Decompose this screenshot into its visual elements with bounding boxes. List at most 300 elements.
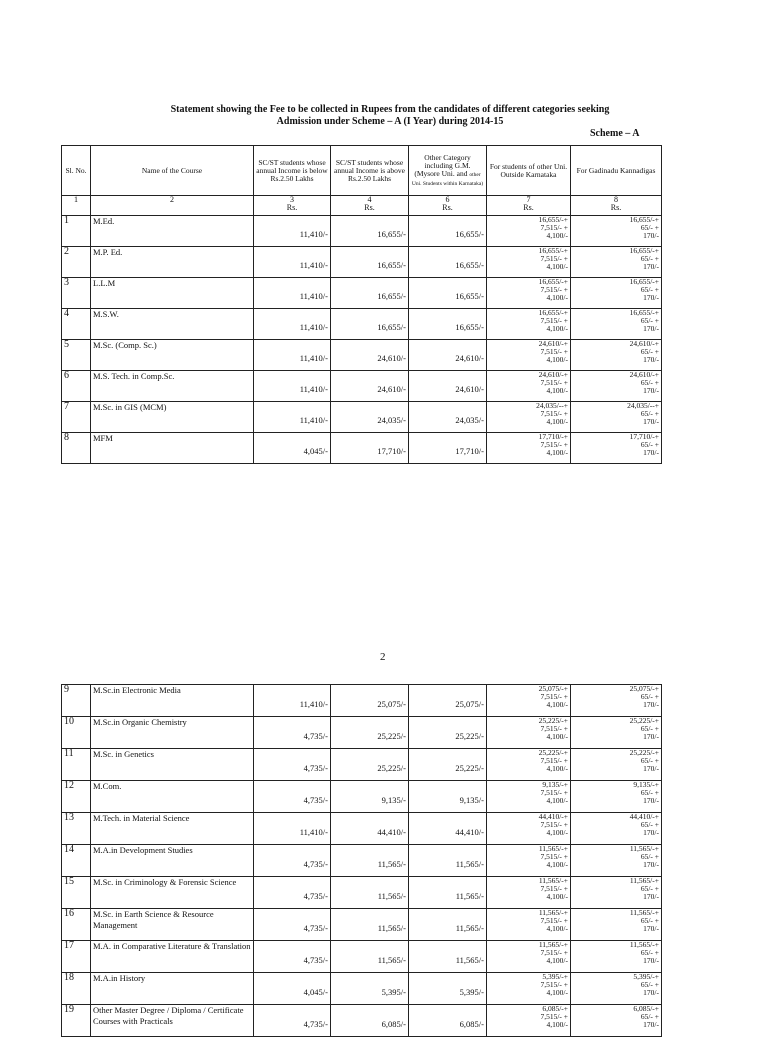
fee-scst-below: 11,410/- [254,309,331,340]
fee-scst-below: 4,735/- [254,909,331,941]
fee-outside-karnataka [487,877,571,909]
serial-number: 7 [62,402,91,433]
fee-component: 170/- [643,354,659,364]
fee-component: 16,655/-+ [538,277,568,286]
fee-gadinadu [571,278,662,309]
fee-component: 170/- [643,323,659,333]
fee-scst-below: 4,735/- [254,845,331,877]
fee-other-category: 11,565/- [409,845,487,877]
fee-component: 25,225/-+ [629,748,659,757]
serial-number: 5 [62,340,91,371]
fee-outside-karnataka [487,402,571,433]
fee-component: 4,100/- [546,323,568,333]
fee-component: 170/- [643,763,659,773]
fee-component: 7,515/- + [540,315,568,325]
fee-scst-below: 4,735/- [254,717,331,749]
fee-gadinadu [571,247,662,278]
fee-other-category: 16,655/- [409,216,487,247]
fee-scst-below: 4,735/- [254,781,331,813]
column-index-unit: Rs. [610,202,622,212]
fee-component: 7,515/- + [540,284,568,294]
fee-component: 25,225/-+ [629,716,659,725]
fee-component: 170/- [643,385,659,395]
fee-component: 11,565/-+ [629,876,659,885]
fee-component: 4,100/- [546,923,568,933]
header-other-category-note: other Uni. Students within Karnataka) [411,171,484,187]
fee-gadinadu [571,877,662,909]
fee-other-category: 11,565/- [409,941,487,973]
fee-component: 65/- + [640,253,659,263]
fee-component: 4,100/- [546,987,568,997]
header-sl-no: Sl. No. [62,146,91,196]
fee-component: 4,100/- [546,859,568,869]
fee-component: 7,515/- + [540,346,568,356]
column-index-number: 4 [367,195,372,204]
header-course-name: Name of the Course [91,146,254,196]
fee-component: 170/- [643,261,659,271]
fee-component: 44,410/-+ [538,812,568,821]
fee-component: 4,100/- [546,795,568,805]
header-scst-below: SC/ST students whose annual Income is below Rs.2.50 Lakhs [254,146,331,196]
course-name: M.Sc.in Organic Chemistry [91,717,254,749]
column-index-number: 7 [526,195,531,204]
document-title-line-1: Statement showing the Fee to be collected in Rupees from the candidates of different categories seeking [170,104,610,115]
fee-scst-above: 16,655/- [331,309,409,340]
table-row [62,845,662,877]
fee-component: 65/- + [640,851,659,861]
fee-component: 65/- + [640,787,659,797]
fee-component: 16,655/-+ [538,215,568,224]
serial-number: 8 [62,433,91,464]
table-row [62,340,662,371]
fee-scst-below: 4,735/- [254,941,331,973]
fee-scst-below: 11,410/- [254,685,331,717]
fee-outside-karnataka [487,278,571,309]
fee-component: 65/- + [640,284,659,294]
header-other-category-main: Other Category including G.M. (Mysore Uni. and [414,152,471,178]
fee-component: 7,515/- + [540,723,568,733]
fee-outside-karnataka [487,781,571,813]
fee-component: 7,515/- + [540,439,568,449]
fee-scst-below: 4,735/- [254,877,331,909]
fee-component: 24,610/-+ [629,339,659,348]
header-scst-above: SC/ST students whose annual Income is above Rs.2.50 Lakhs [331,146,409,196]
fee-outside-karnataka [487,247,571,278]
column-index-cell [254,196,331,216]
fee-component: 65/- + [640,883,659,893]
fee-other-category: 24,610/- [409,340,487,371]
fee-component: 7,515/- + [540,1011,568,1021]
fee-gadinadu [571,340,662,371]
table-row [62,813,662,845]
fee-gadinadu [571,216,662,247]
table-header-row [62,146,662,196]
header-gadinadu: For Gadinadu Kannadigas [571,146,662,196]
serial-number: 13 [62,813,91,845]
table-row [62,1005,662,1037]
fee-component: 7,515/- + [540,883,568,893]
column-index-row [62,196,662,216]
column-index-number: 1 [74,195,78,204]
fee-component: 11,565/-+ [538,876,568,885]
fee-scst-below: 4,045/- [254,433,331,464]
table-row [62,685,662,717]
fee-gadinadu [571,973,662,1005]
fee-component: 4,100/- [546,261,568,271]
table-row [62,941,662,973]
fee-other-category: 16,655/- [409,247,487,278]
course-name: M.Sc. (Comp. Sc.) [91,340,254,371]
fee-other-category: 11,565/- [409,877,487,909]
fee-component: 170/- [643,699,659,709]
scheme-label: Scheme – A [590,128,640,139]
fee-outside-karnataka [487,973,571,1005]
fee-gadinadu [571,813,662,845]
fee-scst-below: 4,735/- [254,749,331,781]
fee-component: 4,100/- [546,827,568,837]
column-index-cell [91,196,254,216]
fee-scst-below: 4,735/- [254,1005,331,1037]
course-name: Other Master Degree / Diploma / Certificate Courses with Practicals [91,1005,254,1037]
serial-number: 14 [62,845,91,877]
table-row [62,973,662,1005]
fee-scst-above: 9,135/- [331,781,409,813]
column-index-unit: Rs. [364,202,375,212]
fee-component: 16,655/-+ [629,246,659,255]
table-row [62,371,662,402]
fee-gadinadu [571,1005,662,1037]
fee-component: 25,225/-+ [538,748,568,757]
fee-component: 7,515/- + [540,851,568,861]
fee-scst-below: 11,410/- [254,340,331,371]
fee-gadinadu [571,845,662,877]
fee-component: 7,515/- + [540,787,568,797]
serial-number: 16 [62,909,91,941]
fee-component: 24,035/--+ [627,401,659,410]
serial-number: 9 [62,685,91,717]
course-name: M.S. Tech. in Comp.Sc. [91,371,254,402]
serial-number: 12 [62,781,91,813]
table-row [62,402,662,433]
fee-component: 7,515/- + [540,979,568,989]
serial-number: 10 [62,717,91,749]
fee-scst-below: 11,410/- [254,247,331,278]
fee-other-category: 25,225/- [409,749,487,781]
serial-number: 6 [62,371,91,402]
course-name: M.Sc. in Criminology & Forensic Science [91,877,254,909]
serial-number: 2 [62,247,91,278]
fee-component: 4,100/- [546,891,568,901]
fee-component: 4,100/- [546,292,568,302]
fee-scst-above: 16,655/- [331,278,409,309]
page-number: 2 [380,651,386,663]
fee-component: 170/- [643,859,659,869]
fee-component: 65/- + [640,377,659,387]
fee-component: 65/- + [640,346,659,356]
fee-gadinadu [571,402,662,433]
fee-scst-above: 11,565/- [331,845,409,877]
fee-component: 24,610/-+ [538,370,568,379]
fee-outside-karnataka [487,845,571,877]
fee-component: 65/- + [640,723,659,733]
fee-other-category: 44,410/- [409,813,487,845]
fee-gadinadu [571,309,662,340]
course-name: M.Sc. in Earth Science & Resource Management [91,909,254,941]
fee-outside-karnataka [487,309,571,340]
fee-table-part-1 [61,145,662,464]
fee-other-category: 9,135/- [409,781,487,813]
fee-scst-above: 24,035/- [331,402,409,433]
fee-component: 7,515/- + [540,755,568,765]
fee-scst-above: 11,565/- [331,877,409,909]
fee-component: 9,135/-+ [542,780,568,789]
fee-component: 65/- + [640,819,659,829]
fee-component: 4,100/- [546,385,568,395]
fee-scst-below: 11,410/- [254,371,331,402]
fee-component: 9,135/-+ [633,780,659,789]
fee-component: 25,225/-+ [538,716,568,725]
fee-outside-karnataka [487,216,571,247]
course-name: L.L.M [91,278,254,309]
document-title-line-2: Admission under Scheme – A (I Year) during 2014-15 [276,116,504,127]
fee-component: 170/- [643,447,659,457]
serial-number: 11 [62,749,91,781]
fee-component: 65/- + [640,691,659,701]
course-name: M.S.W. [91,309,254,340]
fee-component: 7,515/- + [540,222,568,232]
fee-gadinadu [571,685,662,717]
table-row [62,278,662,309]
fee-component: 7,515/- + [540,915,568,925]
fee-component: 7,515/- + [540,947,568,957]
fee-component: 65/- + [640,915,659,925]
column-index-unit: Rs. [442,202,453,212]
fee-outside-karnataka [487,340,571,371]
fee-component: 65/- + [640,755,659,765]
fee-component: 7,515/- + [540,377,568,387]
fee-other-category: 24,035/- [409,402,487,433]
fee-component: 65/- + [640,1011,659,1021]
fee-gadinadu [571,371,662,402]
table-row [62,309,662,340]
fee-outside-karnataka [487,433,571,464]
fee-scst-below: 11,410/- [254,216,331,247]
fee-component: 170/- [643,292,659,302]
fee-scst-above: 16,655/- [331,247,409,278]
fee-component: 11,565/-+ [538,908,568,917]
fee-other-category: 11,565/- [409,909,487,941]
serial-number: 18 [62,973,91,1005]
fee-scst-below: 4,045/- [254,973,331,1005]
fee-outside-karnataka [487,717,571,749]
fee-scst-above: 25,225/- [331,717,409,749]
fee-scst-above: 24,610/- [331,340,409,371]
fee-other-category: 25,075/- [409,685,487,717]
fee-scst-above: 24,610/- [331,371,409,402]
fee-component: 4,100/- [546,955,568,965]
table-row [62,749,662,781]
fee-component: 16,655/-+ [538,246,568,255]
fee-component: 65/- + [640,439,659,449]
fee-component: 65/- + [640,315,659,325]
fee-component: 7,515/- + [540,691,568,701]
fee-component: 170/- [643,416,659,426]
fee-component: 170/- [643,923,659,933]
fee-component: 4,100/- [546,763,568,773]
fee-scst-below: 11,410/- [254,402,331,433]
fee-component: 4,100/- [546,230,568,240]
fee-component: 17,710/-+ [538,432,568,441]
fee-scst-below: 11,410/- [254,813,331,845]
fee-scst-above: 11,565/- [331,941,409,973]
column-index-cell [487,196,571,216]
serial-number: 17 [62,941,91,973]
fee-other-category: 16,655/- [409,309,487,340]
fee-outside-karnataka [487,941,571,973]
fee-component: 65/- + [640,947,659,957]
fee-scst-above: 11,565/- [331,909,409,941]
fee-component: 25,075/-+ [629,684,659,693]
fee-component: 6,085/-+ [542,1004,568,1013]
fee-outside-karnataka [487,371,571,402]
fee-scst-above: 25,225/- [331,749,409,781]
course-name: M.Tech. in Material Science [91,813,254,845]
fee-component: 4,100/- [546,699,568,709]
fee-component: 11,565/-+ [538,940,568,949]
fee-component: 65/- + [640,408,659,418]
fee-component: 65/- + [640,222,659,232]
fee-component: 25,075/-+ [538,684,568,693]
fee-component: 11,565/-+ [538,844,568,853]
fee-scst-above: 17,710/- [331,433,409,464]
fee-component: 4,100/- [546,354,568,364]
fee-component: 4,100/- [546,731,568,741]
column-index-number: 3 [290,195,294,204]
table-row [62,433,662,464]
course-name: M.A.in History [91,973,254,1005]
fee-component: 16,655/-+ [629,308,659,317]
fee-outside-karnataka [487,1005,571,1037]
fee-component: 7,515/- + [540,408,568,418]
header-other-category [409,146,487,196]
header-outside-karnataka: For students of other Uni. Outside Karnataka [487,146,571,196]
fee-scst-above: 5,395/- [331,973,409,1005]
course-name: M.Ed. [91,216,254,247]
fee-component: 7,515/- + [540,253,568,263]
column-index-unit: Rs. [523,202,534,212]
column-index-cell [571,196,662,216]
fee-component: 16,655/-+ [629,277,659,286]
serial-number: 3 [62,278,91,309]
fee-outside-karnataka [487,749,571,781]
fee-other-category: 6,085/- [409,1005,487,1037]
fee-scst-above: 6,085/- [331,1005,409,1037]
fee-component: 4,100/- [546,1019,568,1029]
fee-component: 170/- [643,827,659,837]
serial-number: 19 [62,1005,91,1037]
fee-component: 17,710/-+ [629,432,659,441]
fee-component: 7,515/- + [540,819,568,829]
fee-scst-below: 11,410/- [254,278,331,309]
serial-number: 15 [62,877,91,909]
fee-gadinadu [571,433,662,464]
course-name: M.Sc.in Electronic Media [91,685,254,717]
fee-component: 16,655/-+ [538,308,568,317]
fee-component: 44,410/-+ [629,812,659,821]
fee-gadinadu [571,941,662,973]
course-name: MFM [91,433,254,464]
course-name: M.Sc. in GIS (MCM) [91,402,254,433]
fee-gadinadu [571,909,662,941]
course-name: M.A.in Development Studies [91,845,254,877]
column-index-cell [409,196,487,216]
column-index-number: 8 [614,195,618,204]
course-name: M.Sc. in Genetics [91,749,254,781]
fee-component: 24,035/--+ [536,401,568,410]
course-name: M.P. Ed. [91,247,254,278]
table-row [62,247,662,278]
fee-other-category: 24,610/- [409,371,487,402]
fee-gadinadu [571,749,662,781]
fee-component: 11,565/-+ [629,908,659,917]
fee-scst-above: 44,410/- [331,813,409,845]
fee-component: 5,395/-+ [633,972,659,981]
table-row [62,717,662,749]
fee-component: 11,565/-+ [629,940,659,949]
fee-other-category: 25,225/- [409,717,487,749]
fee-outside-karnataka [487,813,571,845]
column-index-number: 6 [445,195,450,204]
fee-component: 170/- [643,955,659,965]
fee-component: 4,100/- [546,416,568,426]
serial-number: 1 [62,216,91,247]
table-row [62,909,662,941]
table-row [62,216,662,247]
fee-scst-above: 25,075/- [331,685,409,717]
course-name: M.A. in Comparative Literature & Translation [91,941,254,973]
column-index-number: 2 [170,195,174,204]
column-index-unit: Rs. [286,202,298,212]
fee-component: 11,565/-+ [629,844,659,853]
fee-component: 4,100/- [546,447,568,457]
fee-component: 16,655/-+ [629,215,659,224]
table-row [62,877,662,909]
fee-component: 170/- [643,987,659,997]
fee-component: 170/- [643,731,659,741]
fee-gadinadu [571,717,662,749]
column-index-cell [62,196,91,216]
fee-component: 24,610/-+ [538,339,568,348]
fee-scst-above: 16,655/- [331,216,409,247]
fee-other-category: 5,395/- [409,973,487,1005]
fee-component: 170/- [643,795,659,805]
fee-gadinadu [571,781,662,813]
fee-outside-karnataka [487,685,571,717]
fee-component: 5,395/-+ [542,972,568,981]
course-name: M.Com. [91,781,254,813]
fee-component: 65/- + [640,979,659,989]
fee-component: 170/- [643,1019,659,1029]
column-index-cell [331,196,409,216]
fee-component: 170/- [643,891,659,901]
fee-table-part-2 [61,684,662,1037]
table-row [62,781,662,813]
fee-other-category: 17,710/- [409,433,487,464]
serial-number: 4 [62,309,91,340]
fee-component: 6,085/-+ [633,1004,659,1013]
fee-component: 170/- [643,230,659,240]
fee-outside-karnataka [487,909,571,941]
